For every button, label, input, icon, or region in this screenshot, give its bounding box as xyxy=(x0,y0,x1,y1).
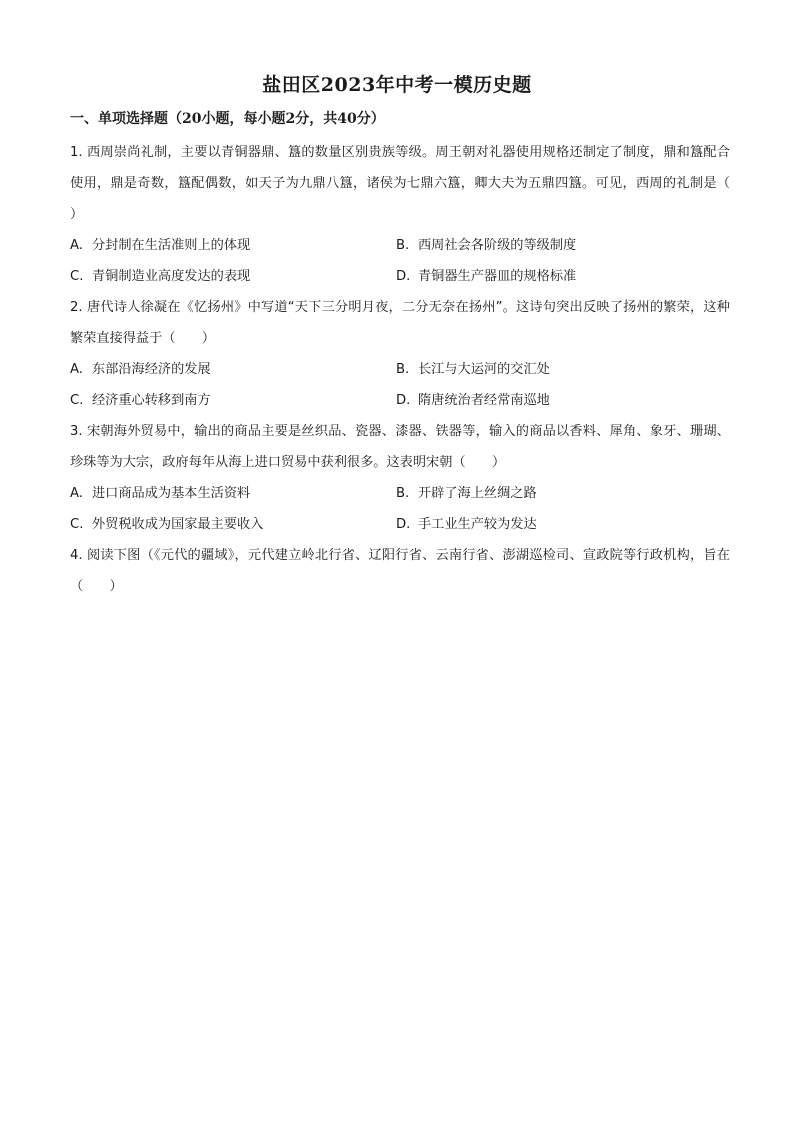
option-letter: D. xyxy=(396,393,411,408)
option-letter: C. xyxy=(70,269,84,284)
option-b[interactable] xyxy=(396,478,730,509)
option-text: 青铜器生产器皿的规格标准 xyxy=(418,269,577,284)
option-text: 外贸税收成为国家最主要收入 xyxy=(92,517,264,532)
option-letter: D. xyxy=(396,269,411,284)
option-text: 隋唐统治者经常南巡地 xyxy=(418,393,550,408)
option-letter: B. xyxy=(396,362,410,377)
option-b[interactable] xyxy=(396,230,730,261)
option-d[interactable] xyxy=(396,509,730,540)
question-list xyxy=(70,137,757,602)
option-grid xyxy=(70,478,730,540)
option-c[interactable] xyxy=(70,385,396,416)
option-text: 分封制在生活准则上的体现 xyxy=(92,238,251,253)
option-d[interactable] xyxy=(396,261,730,292)
option-grid xyxy=(70,354,730,416)
question-stem: 3. 宋朝海外贸易中，输出的商品主要是丝织品、瓷器、漆器、铁器等，输入的商品以香料、犀角、象牙、珊瑚、珍珠等为大宗，政府每年从海上进口贸易中获利很多。这表明宋朝（ ） xyxy=(70,424,730,470)
question-stem: 4. 阅读下图（《元代的疆域》，元代建立岭北行省、辽阳行省、云南行省、澎湖巡检司、宣政院等行政机构，旨在（ ） xyxy=(70,548,730,594)
option-a[interactable] xyxy=(70,230,396,261)
option-text: 进口商品成为基本生活资料 xyxy=(92,486,251,501)
section-heading: 一、单项选择题（20小题，每小题2分，共40分） xyxy=(70,111,385,127)
option-letter: C. xyxy=(70,517,84,532)
question-3 xyxy=(70,416,730,540)
question-4 xyxy=(70,540,730,602)
page-title: 盐田区2023年中考一模历史题 xyxy=(262,74,532,96)
option-letter: A. xyxy=(70,362,83,377)
option-letter: D. xyxy=(396,517,411,532)
option-text: 西周社会各阶级的等级制度 xyxy=(418,238,577,253)
option-text: 手工业生产较为发达 xyxy=(418,517,537,532)
option-c[interactable] xyxy=(70,261,396,292)
option-letter: A. xyxy=(70,238,83,253)
option-text: 青铜制造业高度发达的表现 xyxy=(92,269,251,284)
question-stem: 1. 西周崇尚礼制，主要以青铜器鼎、簋的数量区别贵族等级。周王朝对礼器使用规格还制定了制度，鼎和簋配合使用，鼎是奇数，簋配偶数，如天子为九鼎八簋，诸侯为七鼎六簋，卿大夫为五鼎四簋。可见，西周的礼制是（ ） xyxy=(70,145,757,222)
option-a[interactable] xyxy=(70,478,396,509)
option-text: 东部沿海经济的发展 xyxy=(92,362,211,377)
option-grid xyxy=(70,230,730,292)
option-letter: B. xyxy=(396,486,410,501)
option-b[interactable] xyxy=(396,354,730,385)
option-d[interactable] xyxy=(396,385,730,416)
option-letter: A. xyxy=(70,486,83,501)
question-1 xyxy=(70,137,757,292)
option-c[interactable] xyxy=(70,509,396,540)
option-a[interactable] xyxy=(70,354,396,385)
question-stem: 2. 唐代诗人徐凝在《忆扬州》中写道“天下三分明月夜，二分无奈在扬州”。这诗句突出反映了扬州的繁荣，这种繁荣直接得益于（ ） xyxy=(70,300,730,346)
option-text: 长江与大运河的交汇处 xyxy=(418,362,550,377)
option-letter: C. xyxy=(70,393,84,408)
option-text: 开辟了海上丝绸之路 xyxy=(418,486,537,501)
question-2 xyxy=(70,292,730,416)
option-letter: B. xyxy=(396,238,410,253)
option-text: 经济重心转移到南方 xyxy=(92,393,211,408)
